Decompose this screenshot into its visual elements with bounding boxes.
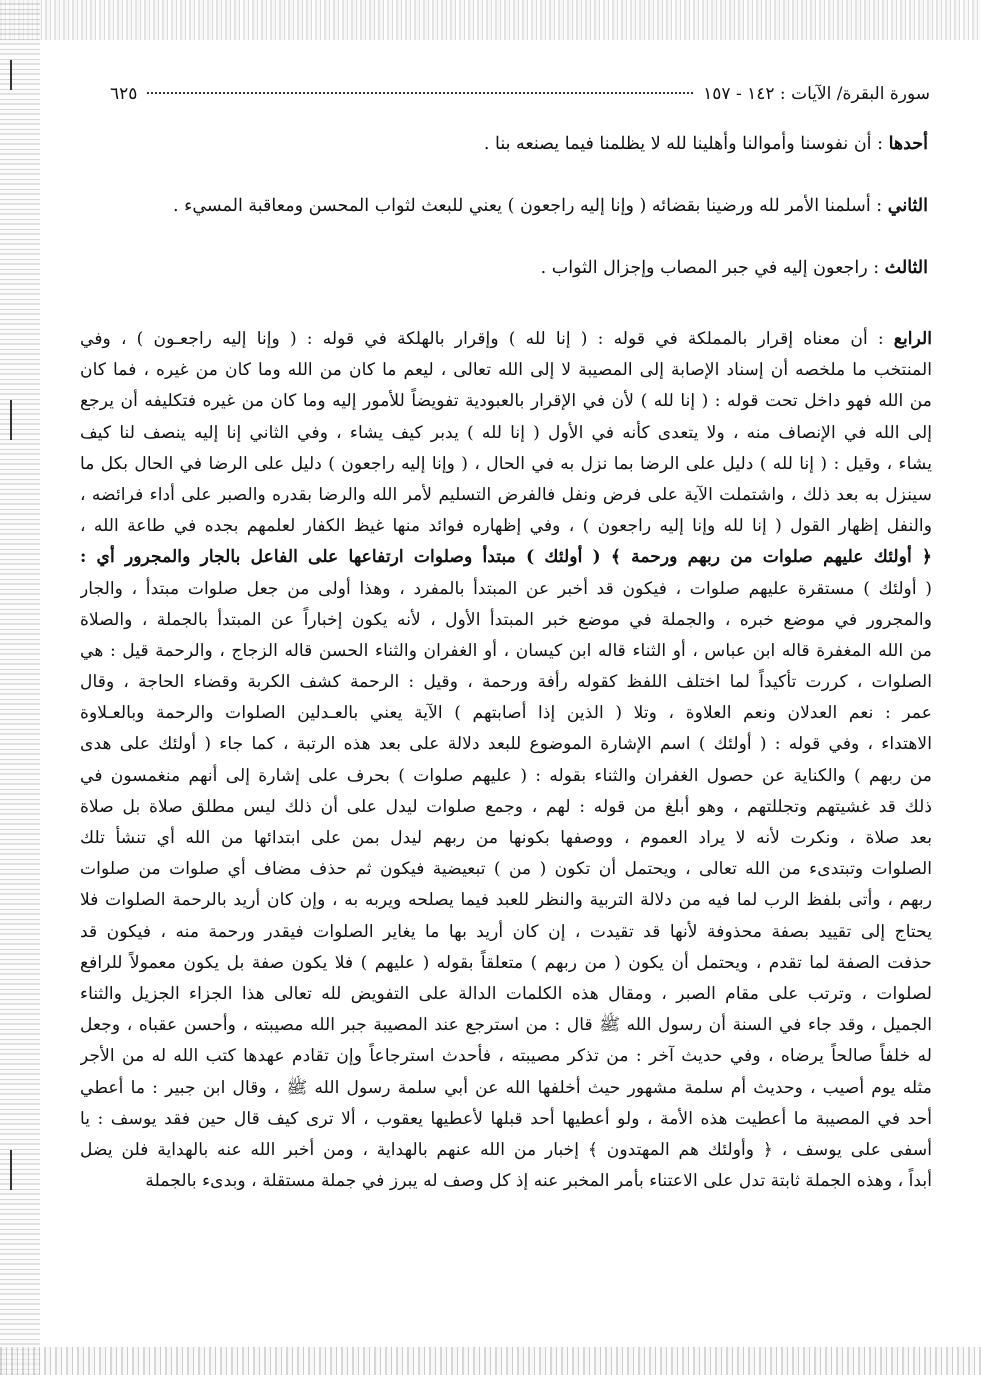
text-line: له خلفاً صالحاً يرضاه ، وفي حديث آخر : من تذكر مصيبته ، فأحدث استرجاعاً وإن تقادم عهدها كتب الله له من الأجر (80, 1046, 932, 1067)
point-label: الثالث (884, 258, 928, 278)
text-line: من الله فهو داخل تحت قوله : ( إنا لله ) لأن في الإقرار بالعبودية تفويضاً للأمور إليه وما كان من غيره فتكليفه أن يرجع (80, 391, 932, 412)
text-line: والنفل إظهار القول ( إنا لله وإنا إليه راجعون ) ، وفي إظهاره فوائد منها غيظ الكفار لعلمهم بجده في طاعة الله ، (80, 516, 932, 537)
page-number: ٦٢٥ (110, 84, 138, 104)
text-line: الاهتداء ، وفي قوله : ( أولئك ) اسم الإشارة الموضوع للبعد دلالة على بعد هذه الرتبة ، كما جاء ( أولئك على هدى (80, 734, 932, 755)
text-line: حذفت الصفة لما تقدم ، ويحتمل أن يكون ( من ربهم ) متعلقاً بقوله ( عليهم ) فلا يكون صفة بل يكون معمولاً للرافع (80, 952, 932, 973)
text-line: يحتاج إلى تقييد بصفة محذوفة لأنها قد تقيدت ، إن كان أريد بها ما يغاير الصلوات فيقدر ورحمة منه ، فيكون قد (80, 921, 932, 942)
header-leader-dots (147, 92, 693, 94)
text-line: الجميل ، وقد جاء في السنة أن رسول الله ﷺ قال : من استرجع عند المصيبة جبر الله مصيبته ، وأحسن عقباه ، وجعل (80, 1015, 932, 1036)
text-line: مثله يوم أصيب ، وحديث أم سلمة مشهور حيث أخلفها الله عن أبي سلمة رسول الله ﷺ ، وقال ابن جبير : ما أعطي (80, 1077, 932, 1098)
text-line: من الله المغفرة قاله ابن عباس ، أو الثناء قاله ابن كيسان ، أو الغفران والثناء الحسن قاله الزجاج ، والرحمة قيل : هي (80, 640, 932, 661)
point-label: أحدها (888, 134, 928, 154)
text-line: والمجرور في موضع خبره ، والجملة في موضع خبر المبتدأ الأول ، لأنه يكون إخباراً عن المبتدأ بالجملة ، والصلاة (80, 609, 932, 630)
text-line: أسفى على يوسف ، ﴿ وأولئك هم المهتدون ﴾ إخبار من الله عنهم بالهداية ، ومن أخبر الله عنه بالهداية فلن يضل (80, 1139, 932, 1160)
text-line: من ربهم ) والكناية عن حصول الغفران والثناء بقوله : ( عليهم صلوات ) بحرف على إشارة إلى أنهم منغمسون في (80, 765, 932, 786)
text-line: ( أولئك ) مستقرة عليهم صلوات ، فيكون قد أخبر عن المبتدأ بالمفرد ، وهذا أولى من جعل صلوات مبتدأ ، والجار (80, 578, 932, 599)
point-second (100, 192, 928, 220)
surah-title: سورة البقرة/ الآيات : ١٤٢ - ١٥٧ (703, 84, 930, 104)
commentary-body (80, 324, 932, 1197)
text-line: إلى الله في الإنصاف منه ، ولا يتعدى كأنه في الأول ( إنا لله ) يدبر كيف يشاء ، وفي الثاني إنا إليه ينصف لنا كيف (80, 422, 932, 443)
scan-mark (10, 400, 12, 440)
point-text: : أن نفوسنا وأموالنا وأهلينا لله لا يظلمنا فيما يصنعه بنا . (483, 134, 889, 154)
text-line: ربهم ، وأتى بلفظ الرب لما فيه من دلالة التربية والنظر للعبد فيما يصلحه ويربه به ، وإن كان أريد بالرحمة الصلوات فلا (80, 890, 932, 911)
text-line: ﴿ أولئك عليهم صلوات من ربهم ورحمة ﴾ ( أولئك ) مبتدأ وصلوات ارتفاعها على الفاعل بالجار والمجرور أي : (80, 547, 932, 568)
scan-border-left (0, 0, 40, 1375)
text-line: أحد في المصيبة ما أعطيت هذه الأمة ، ولو أعطيها أحد قبلها لأعطيها يعقوب ، ألا ترى كيف قال حين فقد يوسف : يا (80, 1108, 932, 1129)
text-line: عمر : نعم العدلان ونعم العلاوة ، وتلا ( الذين إذا أصابتهم ) الآية يعني بالعـدلين الصلوات والرحمة وبالعـلاوة (80, 703, 932, 724)
text-line: بعد صلاة ، ونكرت لأنه لا يراد العموم ، ووصفها بكونها من ربهم ليدل بمن على ابتدائها من الله أي تنشأ تلك (80, 828, 932, 848)
point-third (100, 254, 928, 282)
point-first (100, 130, 928, 158)
text-line: الصلوات ، كررت تأكيداً لما اختلف اللفظ كقوله رأفة ورحمة ، وقيل : الرحمة كشف الكربة وقضاء الحاجة ، وقال (80, 672, 932, 693)
text-line: سينزل به بعد ذلك ، واشتملت الآية على فرض ونفل فالفرض التسليم لأمر الله والرضا بقدره والصبر على أداء فرائضه ، (80, 484, 932, 505)
text-line: يشاء ، وقيل : ( إنا لله ) دليل على الرضا بما نزل به في الحال ، ( وإنا إليه راجعون ) دليل على الرضا في الحال بكل ما (80, 453, 932, 474)
text-line: لصلوات ، وترتب على مقام الصبر ، ومقال هذه الكلمات الدالة على التفويض لله تعالى هذا الجزاء الجزيل والثناء (80, 983, 932, 1004)
text-line: ذلك قد غشيتهم وتجللتهم ، وهو أبلغ من قوله : لهم ، وجمع صلوات ليدل على أن ذلك ليس مطلق صلاة بل صلاة (80, 796, 932, 817)
point-text: : أسلمنا الأمر لله ورضينا بقضائه ( وإنا إليه راجعون ) يعني للبعث لثواب المحسن ومعاقبة المسيء . (172, 196, 888, 216)
text-line (80, 324, 932, 355)
text-line: أبداً ، وهذه الجملة ثابتة تدل على الاعتناء بأمر المخبر عنه إذ كل وصف له يبرز في جملة مستقلة ، وبدىء بالجملة (145, 1171, 932, 1192)
scan-border-bottom (0, 1347, 981, 1375)
text-line: المنتخب ما ملخصه أن إسناد الإصابة إلى المصيبة لا إلى الله تعالى ، ليعم ما كان من الله وما كان من غيره ، فما كان (80, 360, 932, 381)
running-header (110, 84, 930, 118)
scan-mark (10, 60, 12, 90)
point-label: الرابع (893, 329, 932, 349)
point-label: الثاني (887, 196, 928, 216)
text-line: الصلوات وتبتدىء من الله تعالى ، ويحتمل أن تكون ( من ) تبعيضية فيكون ثم حذف مضاف أي صلوات من صلوات (80, 859, 932, 880)
scan-border-top (0, 0, 981, 40)
point-text: : راجعون إليه في جبر المصاب وإجزال الثواب . (540, 258, 885, 278)
scan-mark (10, 1150, 12, 1190)
book-page (70, 70, 950, 1350)
line-text: : أن معناه إقرار بالمملكة في قوله : ( إنا لله ) وإقرار بالهلكة في قوله : ( وإنا إليه راجعـون ) ، وفي (80, 329, 894, 349)
